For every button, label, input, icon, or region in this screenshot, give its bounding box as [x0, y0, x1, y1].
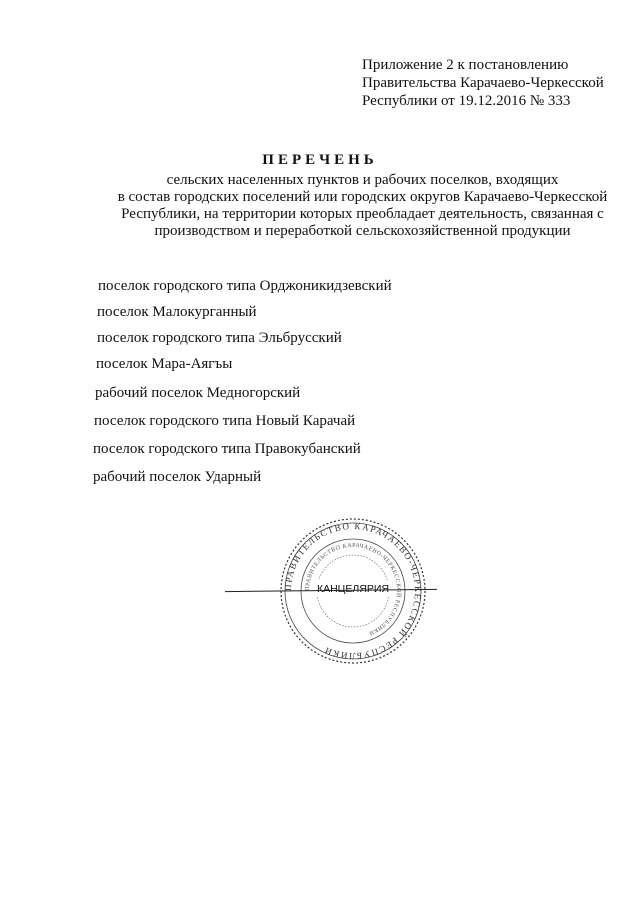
subtitle-line-3: Республики, на территории которых преобладает деятельность, связанная с [121, 206, 604, 222]
appendix-line-1: Приложение 2 к постановлению [362, 57, 569, 73]
list-item: поселок городского типа Эльбрусский [97, 330, 342, 346]
appendix-line-2: Правительства Карачаево-Черкесской [362, 75, 604, 91]
list-item: поселок Малокурганный [97, 304, 257, 320]
list-item: поселок Мара-Аягъы [96, 356, 233, 372]
stamp-center-text: КАНЦЕЛЯРИЯ [316, 583, 390, 595]
document-title: ПЕРЕЧЕНЬ [262, 152, 378, 168]
stamp-inner-text: ПРАВИТЕЛЬСТВО КАРАЧАЕВО-ЧЕРКЕССКОЙ РЕСПУБЛИКИ [304, 542, 402, 636]
subtitle-line-1: сельских населенных пунктов и рабочих поселков, входящих [166, 172, 559, 188]
subtitle-line-4: производством и переработкой сельскохозяйственной продукции [154, 223, 571, 239]
list-item: поселок городского типа Орджоникидзевский [98, 278, 392, 294]
subtitle-line-2: в состав городских поселений или городских округов Карачаево-Черкесской [117, 189, 608, 205]
list-item: поселок городского типа Новый Карачай [94, 413, 356, 429]
list-item: рабочий поселок Ударный [93, 469, 262, 485]
stamp-outer-text: ПРАВИТЕЛЬСТВО КАРАЧАЕВО-ЧЕРКЕССКОЙ РЕСПУБЛИКИ [282, 520, 424, 662]
list-item: поселок городского типа Правокубанский [93, 441, 361, 457]
list-item: рабочий поселок Медногорский [95, 385, 301, 401]
appendix-line-3: Республики от 19.12.2016 № 333 [362, 93, 571, 109]
